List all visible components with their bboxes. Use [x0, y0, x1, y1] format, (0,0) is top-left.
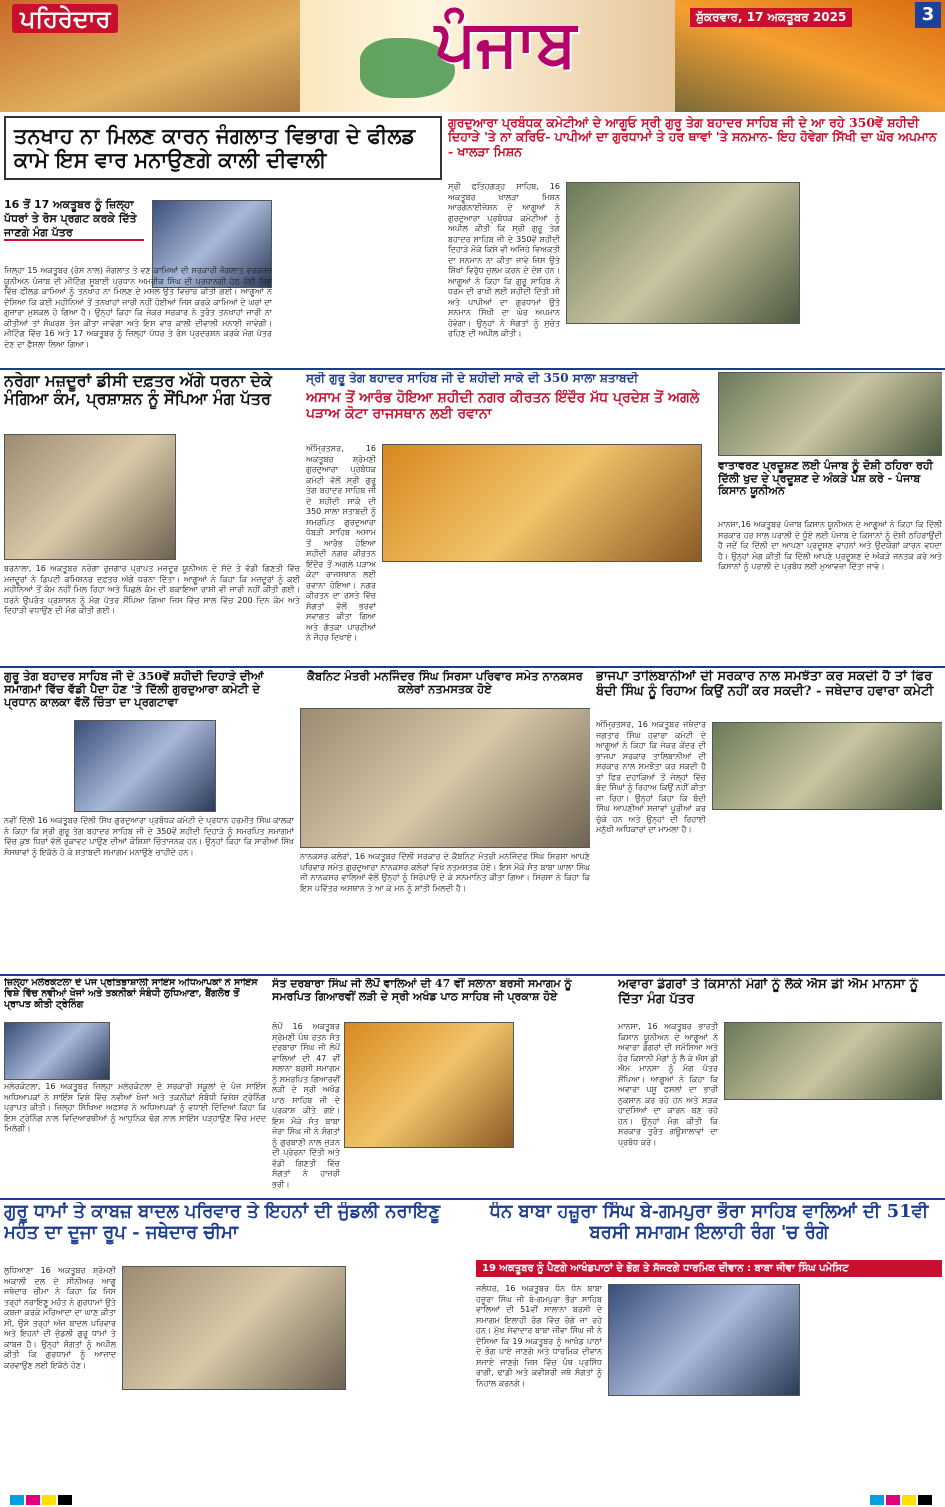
story-photo [712, 722, 942, 810]
story-headline: ਗੁਰੂ ਤੇਗ ਬਹਾਦਰ ਸਾਹਿਬ ਜੀ ਦੇ 350ਵੇਂ ਸ਼ਹੀਦੀ ਦਿਹਾੜੇ ਦੀਆਂ ਸਮਾਗਮਾਂ ਵਿੱਚ ਵੱਡੀ ਪੈਦਾ ਹੋਣ 'ਤੇ ਦਿੱਲੀ ਗੁਰਦੁਆਰਾ ਕਮੇਟੀ ਦੇ ਪ੍ਰਧਾਨ ਕਾਲਕਾ ਵੱਲੋਂ ਚਿੰਤਾ ਦਾ ਪ੍ਰਗਟਾਵਾ [4, 670, 264, 710]
story-photo [4, 434, 176, 560]
newspaper-brand: ਪਹਿਰੇਦਾਰ [12, 4, 118, 33]
registration-mark [58, 1495, 72, 1505]
story-photo [122, 1266, 346, 1390]
dateline: ਸ਼ੁੱਕਰਵਾਰ, 17 ਅਕਤੂਬਰ 2025 [690, 8, 852, 27]
registration-mark [886, 1495, 900, 1505]
registration-mark [902, 1495, 916, 1505]
story-headline: ਸੰਤ ਦਰਬਾਰਾ ਸਿੰਘ ਜੀ ਲੋਪੋਂ ਵਾਲਿਆਂ ਦੀ 47 ਵੀਂ ਸਲਾਨਾ ਬਰਸੀ ਸਮਾਗਮ ਨੂੰ ਸਮਰਪਿਤ ਗਿਆਰਵੀਂ ਲੜੀ ਦੇ ਸ੍ਰੀ ਅਖੰਡ ਪਾਠ ਸਾਹਿਬ ਜੀ ਪ੍ਰਕਾਸ਼ ਹੋਏ [272, 978, 572, 1003]
story-stray-cattle [618, 978, 942, 1194]
story-headline: ਅਵਾਰਾ ਡੰਗਰਾਂ ਤੇ ਕਿਸਾਨੀ ਮੰਗਾਂ ਨੂੰ ਲੈਕੇ ਐਸ ਡੀ ਐਮ ਮਾਨਸਾ ਨੂੰ ਦਿੱਤਾ ਮੰਗ ਪੱਤਰ [618, 978, 919, 1007]
registration-mark [42, 1495, 56, 1505]
story-baba-hazura-singh [476, 1202, 942, 1492]
story-headline: ਤਨਖਾਹ ਨਾ ਮਿਲਣ ਕਾਰਨ ਜੰਗਲਾਤ ਵਿਭਾਗ ਦੇ ਫੀਲਡ ਕਾਮੇ ਇਸ ਵਾਰ ਮਨਾਉਣਗੇ ਕਾਲੀ ਦੀਵਾਲੀ [4, 116, 442, 180]
story-headline: ਗੁਰੂ ਧਾਮਾਂ ਤੇ ਕਾਬਜ਼ ਬਾਦਲ ਪਰਿਵਾਰ ਤੇ ਇਹਨਾਂ ਦੀ ਜੁੰਡਲੀ ਨਰਾਇਣੂ ਮਹੰਤ ਦਾ ਦੂਜਾ ਰੂਪ - ਜਥੇਦਾਰ ਚੀਮਾ [4, 1202, 441, 1243]
story-subhead: 16 ਤੋਂ 17 ਅਕਤੂਬਰ ਨੂੰ ਜ਼ਿਲ੍ਹਾ ਪੱਧਰਾਂ ਤੇ ਰੋਸ ਪ੍ਰਗਟ ਕਰਕੇ ਦਿੱਤੇ ਜਾਣਗੇ ਮੰਗ ਪੱਤਰ [4, 198, 144, 241]
story-hawara-committee [596, 670, 942, 970]
story-body-continued [276, 200, 442, 366]
story-nagar-kirtan [306, 372, 712, 662]
story-body: ਜਲੰਧਰ, 16 ਅਕਤੂਬਰ ਧੰਨ ਧੰਨ ਬਾਬਾ ਹਜ਼ੂਰਾ ਸਿੰਘ ਜੀ ਬੇ-ਗਮਪੁਰਾ ਭੌਰਾ ਸਾਹਿਬ ਵਾਲਿਆਂ ਦੀ 51ਵੀਂ ਸਾਲਾਨਾ ਬਰਸੀ ਦੇ ਸਮਾਗਮ ਇਲਾਹੀ ਰੰਗ ਵਿੱਚ ਰੰਗੇ ਜਾ ਰਹੇ ਹਨ। ਮੁੱਖ ਸੇਵਾਦਾਰ ਬਾਬਾ ਜੀਵਾ ਸਿੰਘ ਜੀ ਨੇ ਦੱਸਿਆ ਕਿ 19 ਅਕਤੂਬਰ ਨੂੰ ਆਖੰਡ ਪਾਠਾਂ ਦੇ ਭੋਗ ਪਾਏ ਜਾਣਗੇ ਅਤੇ ਧਾਰਮਿਕ ਦੀਵਾਨ ਸਜਾਏ ਜਾਣਗੇ ਜਿਸ ਵਿੱਚ ਪੰਥ ਪ੍ਰਸਿੱਧ ਰਾਗੀ, ਢਾਡੀ ਅਤੇ ਕਵੀਸ਼ਰੀ ਜਥੇ ਸੰਗਤਾਂ ਨੂੰ ਨਿਹਾਲ ਕਰਨਗੇ। [476, 1284, 602, 1388]
story-body: ਮਾਨਸਾ, 16 ਅਕਤੂਬਰ ਭਾਰਤੀ ਕਿਸਾਨ ਯੂਨੀਅਨ ਦੇ ਆਗੂਆਂ ਨੇ ਅਵਾਰਾ ਡੰਗਰਾਂ ਦੀ ਸਮੱਸਿਆ ਅਤੇ ਹੋਰ ਕਿਸਾਨੀ ਮੰਗਾਂ ਨੂੰ ਲੈ ਕੇ ਐਸ ਡੀ ਐਮ ਮਾਨਸਾ ਨੂੰ ਮੰਗ ਪੱਤਰ ਸੌਂਪਿਆ। ਆਗੂਆਂ ਨੇ ਕਿਹਾ ਕਿ ਅਵਾਰਾ ਪਸ਼ੂ ਫਸਲਾਂ ਦਾ ਭਾਰੀ ਨੁਕਸਾਨ ਕਰ ਰਹੇ ਹਨ ਅਤੇ ਸੜਕ ਹਾਦਸਿਆਂ ਦਾ ਕਾਰਨ ਬਣ ਰਹੇ ਹਨ। ਉਨ੍ਹਾਂ ਮੰਗ ਕੀਤੀ ਕਿ ਸਰਕਾਰ ਤੁਰੰਤ ਗਊਸ਼ਾਲਾਵਾਂ ਦਾ ਪ੍ਰਬੰਧ ਕਰੇ। [618, 1022, 718, 1147]
story-headline: ਵਾਤਾਵਰਣ ਪ੍ਰਦੂਸ਼ਣ ਲਈ ਪੰਜਾਬ ਨੂੰ ਦੋਸ਼ੀ ਠਹਿਰਾ ਰਹੀ ਦਿੱਲੀ ਖੁਦ ਦੇ ਪ੍ਰਦੂਸ਼ਣ ਦੇ ਅੰਕੜੇ ਪੇਸ਼ ਕਰੇ - ਪੰਜਾਬ ਕਿਸਾਨ ਯੂਨੀਅਨ [718, 459, 933, 498]
story-headline: ਨਰੇਗਾ ਮਜ਼ਦੂਰਾਂ ਡੀਸੀ ਦਫ਼ਤਰ ਅੱਗੇ ਧਰਨਾ ਦੇਕੇ ਮੰਗਿਆ ਕੰਮ, ਪ੍ਰਸ਼ਾਸ਼ਨ ਨੂੰ ਸੌਂਪਿਆ ਮੰਗ ਪੱਤਰ [4, 372, 272, 409]
story-body: ਅੰਮ੍ਰਿਤਸਰ, 16 ਅਕਤੂਬਰ ਸ਼੍ਰੋਮਣੀ ਗੁਰਦੁਆਰਾ ਪ੍ਰਬੰਧਕ ਕਮੇਟੀ ਵੱਲੋਂ ਸ੍ਰੀ ਗੁਰੂ ਤੇਗ ਬਹਾਦਰ ਸਾਹਿਬ ਜੀ ਦੇ ਸ਼ਹੀਦੀ ਸਾਕੇ ਦੀ 350 ਸਾਲਾ ਸ਼ਤਾਬਦੀ ਨੂੰ ਸਮਰਪਿਤ ਗੁਰਦੁਆਰਾ ਧੋਬੜੀ ਸਾਹਿਬ ਅਸਾਮ ਤੋਂ ਆਰੰਭ ਹੋਇਆ ਸ਼ਹੀਦੀ ਨਗਰ ਕੀਰਤਨ ਇੰਦੌਰ ਤੋਂ ਅਗਲੇ ਪੜਾਅ ਕੋਟਾ ਰਾਜਸਥਾਨ ਲਈ ਰਵਾਨਾ ਹੋਇਆ। ਨਗਰ ਕੀਰਤਨ ਦਾ ਰਸਤੇ ਵਿੱਚ ਸੰਗਤਾਂ ਵੱਲੋਂ ਭਰਵਾਂ ਸਵਾਗਤ ਕੀਤਾ ਗਿਆ ਅਤੇ ਗੱਤਕਾ ਪਾਰਟੀਆਂ ਨੇ ਜੌਹਰ ਦਿਖਾਏ। [306, 444, 376, 642]
story-headline: ਭਾਜਪਾ ਤਾਲਿਬਾਨੀਆਂ ਦੀ ਸਰਕਾਰ ਨਾਲ ਸਮਝੌਤਾ ਕਰ ਸਕਦੀ ਹੈ ਤਾਂ ਫਿਰ ਬੰਦੀ ਸਿੰਘ ਨੂੰ ਰਿਹਾਅ ਕਿਉਂ ਨਹੀਂ ਕਰ ਸਕਦੀ? - ਜਥੇਦਾਰ ਹਵਾਰਾ ਕਮੇਟੀ [596, 670, 934, 699]
story-jangalat [4, 116, 442, 366]
story-headline: ਕੈਬਨਿਟ ਮੰਤਰੀ ਮਨਜਿੰਦਰ ਸਿੰਘ ਸਿਰਸਾ ਪਰਿਵਾਰ ਸਮੇਤ ਨਾਨਕਸਰ ਕਲੇਰਾਂ ਨਤਮਸਤਕ ਹੋਏ [307, 670, 583, 697]
story-headline: ਧੰਨ ਬਾਬਾ ਹਜ਼ੂਰਾ ਸਿੰਘ ਬੇ-ਗਮਪੁਰਾ ਭੌਰਾ ਸਾਹਿਬ ਵਾਲਿਆਂ ਦੀ 51ਵੀ ਬਰਸੀ ਸਮਾਗਮ ਇਲਾਹੀ ਰੰਗ 'ਚ ਰੰਗੇ [489, 1202, 929, 1243]
registration-mark [870, 1495, 884, 1505]
story-photo [344, 1022, 514, 1148]
page-number: 3 [915, 2, 941, 28]
story-body: ਲੁਧਿਆਣਾ 16 ਅਕਤੂਬਰ ਸ਼੍ਰੋਮਣੀ ਅਕਾਲੀ ਦਲ ਦੇ ਸੀਨੀਅਰ ਆਗੂ ਜਥੇਦਾਰ ਚੀਮਾ ਨੇ ਕਿਹਾ ਕਿ ਜਿਸ ਤਰ੍ਹਾਂ ਨਰਾਇਣੂ ਮਹੰਤ ਨੇ ਗੁਰਧਾਮਾਂ ਉਤੇ ਕਬਜ਼ਾ ਕਰਕੇ ਮਰਿਆਦਾ ਦਾ ਘਾਣ ਕੀਤਾ ਸੀ, ਉਸੇ ਤਰ੍ਹਾਂ ਅੱਜ ਬਾਦਲ ਪਰਿਵਾਰ ਅਤੇ ਇਹਨਾਂ ਦੀ ਜੁੰਡਲੀ ਗੁਰੂ ਧਾਮਾਂ ਤੇ ਕਾਬਜ਼ ਹੈ। ਉਨ੍ਹਾਂ ਸੰਗਤਾਂ ਨੂੰ ਅਪੀਲ ਕੀਤੀ ਕਿ ਗੁਰਧਾਮਾਂ ਨੂੰ ਆਜ਼ਾਦ ਕਰਵਾਉਣ ਲਈ ਇਕੱਠੇ ਹੋਣ। [4, 1266, 116, 1370]
story-narega [4, 372, 300, 662]
story-photo [4, 1022, 110, 1080]
registration-mark [918, 1495, 932, 1505]
story-headline: ਜ਼ਿਲ੍ਹਾ ਮਲੇਰਕੋਟਲਾ ਦੇ ਪੰਜ ਪ੍ਰਤਿਭਾਸ਼ਾਲੀ ਸਾਇੰਸ ਅਧਿਆਪਕਾਂ ਨੇ ਸਾਇੰਸ ਵਿਸ਼ੇ ਵਿੱਚ ਨਵੀਆਂ ਖੋਜਾਂ ਅਤੇ ਤਕਨੀਕਾਂ ਸੰਬੰਧੀ ਲੁਧਿਆਣਾ, ਬੈਂਗਲੋਰ ਤੋਂ ਪ੍ਰਾਪਤ ਕੀਤੀ ਟ੍ਰੇਨਿੰਗ [4, 978, 258, 1010]
section-rule [0, 1198, 945, 1200]
story-body: ਨਵੀਂ ਦਿੱਲੀ 16 ਅਕਤੂਬਰ ਦਿੱਲੀ ਸਿੱਖ ਗੁਰਦੁਆਰਾ ਪ੍ਰਬੰਧਕ ਕਮੇਟੀ ਦੇ ਪ੍ਰਧਾਨ ਹਰਮੀਤ ਸਿੰਘ ਕਾਲਕਾ ਨੇ ਕਿਹਾ ਕਿ ਸ੍ਰੀ ਗੁਰੂ ਤੇਗ ਬਹਾਦਰ ਸਾਹਿਬ ਜੀ ਦੇ 350ਵੇਂ ਸ਼ਹੀਦੀ ਦਿਹਾੜੇ ਨੂੰ ਸਮਰਪਿਤ ਸਮਾਗਮਾਂ ਵਿੱਚ ਕੁਝ ਧਿਰਾਂ ਵੱਲੋਂ ਰੁਕਾਵਟ ਪਾਉਣ ਦੀਆਂ ਕੋਸ਼ਿਸ਼ਾਂ ਚਿੰਤਾਜਨਕ ਹਨ। ਉਨ੍ਹਾਂ ਕਿਹਾ ਕਿ ਸਾਰੀਆਂ ਸਿੱਖ ਸੰਸਥਾਵਾਂ ਨੂੰ ਇਕੱਠੇ ਹੋ ਕੇ ਸ਼ਤਾਬਦੀ ਸਮਾਗਮ ਮਨਾਉਣੇ ਚਾਹੀਦੇ ਹਨ। [4, 816, 294, 857]
story-headline: ਅਸਾਮ ਤੋਂ ਆਰੰਭ ਹੋਇਆ ਸ਼ਹੀਦੀ ਨਗਰ ਕੀਰਤਨ ਇੰਦੌਰ ਮੱਧ ਪ੍ਰਦੇਸ਼ ਤੋਂ ਅਗਲੇ ਪੜਾਅ ਕੋਟਾ ਰਾਜਸਥਾਨ ਲਈ ਰਵਾਨਾ [306, 389, 700, 422]
registration-mark [26, 1495, 40, 1505]
story-body: ਜ਼ਿਲ੍ਹਾ 15 ਅਕਤੂਬਰ (ਰੋਸ ਨਾਲ) ਜੰਗਲਾਤ ਤੇ ਵਣ ਕਾਮਿਆਂ ਦੀ ਸਰਕਾਰੀ ਜੰਗਲਾਤ ਵਰਕਰਜ਼ ਯੂਨੀਅਨ ਪੰਜਾਬ ਦੀ ਮੀਟਿੰਗ ਸੂਬਾਈ ਪ੍ਰਧਾਨ ਅਮਰੀਕ ਸਿੰਘ ਦੀ ਪ੍ਰਧਾਨਗੀ ਹੇਠ ਹੋਈ ਜਿਸ ਵਿੱਚ ਫੀਲਡ ਕਾਮਿਆਂ ਨੂੰ ਤਨਖਾਹ ਨਾ ਮਿਲਣ ਦੇ ਮਸਲੇ ਉਤੇ ਵਿਚਾਰ ਕੀਤੀ ਗਈ। ਆਗੂਆਂ ਨੇ ਦੱਸਿਆ ਕਿ ਕਈ ਮਹੀਨਿਆਂ ਤੋਂ ਤਨਖਾਹਾਂ ਜਾਰੀ ਨਹੀਂ ਹੋਈਆਂ ਜਿਸ ਕਰਕੇ ਕਾਮਿਆਂ ਦੇ ਘਰਾਂ ਦਾ ਗੁਜ਼ਾਰਾ ਮੁਸ਼ਕਲ ਹੋ ਗਿਆ ਹੈ। ਉਨ੍ਹਾਂ ਕਿਹਾ ਕਿ ਜੇਕਰ ਸਰਕਾਰ ਨੇ ਤੁਰੰਤ ਤਨਖਾਹਾਂ ਜਾਰੀ ਨਾ ਕੀਤੀਆਂ ਤਾਂ ਸੰਘਰਸ਼ ਤੇਜ਼ ਕੀਤਾ ਜਾਵੇਗਾ ਅਤੇ ਇਸ ਵਾਰ ਕਾਲੀ ਦੀਵਾਲੀ ਮਨਾਈ ਜਾਵੇਗੀ। ਮੀਟਿੰਗ ਵਿੱਚ 16 ਅਤੇ 17 ਅਕਤੂਬਰ ਨੂੰ ਜ਼ਿਲ੍ਹਾ ਪੱਧਰ ਤੇ ਰੋਸ ਪ੍ਰਦਰਸ਼ਨ ਕਰਕੇ ਮੰਗ ਪੱਤਰ ਦੇਣ ਦਾ ਫੈਸਲਾ ਲਿਆ ਗਿਆ। [4, 266, 272, 349]
story-pollution [718, 372, 942, 662]
story-body: ਲੋਪੋਂ 16 ਅਕਤੂਬਰ ਸ੍ਰੋਮਣੀ ਪੰਥ ਰਤਨ ਸੰਤ ਦਰਬਾਰਾ ਸਿੰਘ ਜੀ ਲੋਪੋਂ ਵਾਲਿਆਂ ਦੀ 47 ਵੀਂ ਸਲਾਨਾ ਬਰਸੀ ਸਮਾਗਮ ਨੂੰ ਸਮਰਪਿਤ ਗਿਆਰਵੀਂ ਲੜੀ ਦੇ ਸ੍ਰੀ ਅਖੰਡ ਪਾਠ ਸਾਹਿਬ ਜੀ ਦੇ ਪ੍ਰਕਾਸ਼ ਕੀਤੇ ਗਏ। ਇਸ ਮੌਕੇ ਸੰਤ ਬਾਬਾ ਜੋਰਾ ਸਿੰਘ ਜੀ ਨੇ ਸੰਗਤਾਂ ਨੂੰ ਗੁਰਬਾਣੀ ਨਾਲ ਜੁੜਨ ਦੀ ਪ੍ਰੇਰਨਾ ਦਿੱਤੀ ਅਤੇ ਵੱਡੀ ਗਿਣਤੀ ਵਿੱਚ ਸੰਗਤਾਂ ਨੇ ਹਾਜ਼ਰੀ ਭਰੀ। [272, 1022, 340, 1189]
story-body: ਅੰਮ੍ਰਿਤਸਰ, 16 ਅਕਤੂਬਰ ਜਥੇਦਾਰ ਜਗਤਾਰ ਸਿੰਘ ਹਵਾਰਾ ਕਮੇਟੀ ਦੇ ਆਗੂਆਂ ਨੇ ਕਿਹਾ ਕਿ ਜੇਕਰ ਕੇਂਦਰ ਦੀ ਭਾਜਪਾ ਸਰਕਾਰ ਤਾਲਿਬਾਨੀਆਂ ਦੀ ਸਰਕਾਰ ਨਾਲ ਸਮਝੌਤਾ ਕਰ ਸਕਦੀ ਹੈ ਤਾਂ ਫਿਰ ਦਹਾਕਿਆਂ ਤੋਂ ਜੇਲ੍ਹਾਂ ਵਿੱਚ ਬੰਦ ਸਿੰਘਾਂ ਨੂੰ ਰਿਹਾਅ ਕਿਉਂ ਨਹੀਂ ਕੀਤਾ ਜਾ ਰਿਹਾ। ਉਨ੍ਹਾਂ ਕਿਹਾ ਕਿ ਬੰਦੀ ਸਿੰਘ ਆਪਣੀਆਂ ਸਜ਼ਾਵਾਂ ਪੂਰੀਆਂ ਕਰ ਚੁੱਕੇ ਹਨ ਅਤੇ ਉਨ੍ਹਾਂ ਦੀ ਰਿਹਾਈ ਮਨੁੱਖੀ ਅਧਿਕਾਰਾਂ ਦਾ ਮਾਮਲਾ ਹੈ। [596, 720, 706, 834]
section-rule [0, 368, 945, 370]
story-photo [608, 1284, 800, 1396]
story-body: ਮਾਨਸਾ,16 ਅਕਤੂਬਰ ਪੰਜਾਬ ਕਿਸਾਨ ਯੂਨੀਅਨ ਦੇ ਆਗੂਆਂ ਨੇ ਕਿਹਾ ਕਿ ਦਿੱਲੀ ਸਰਕਾਰ ਹਰ ਸਾਲ ਪਰਾਲੀ ਦੇ ਧੂੰਏ ਲਈ ਪੰਜਾਬ ਦੇ ਕਿਸਾਨਾਂ ਨੂੰ ਦੋਸ਼ੀ ਠਹਿਰਾਉਂਦੀ ਹੈ ਜਦੋਂ ਕਿ ਦਿੱਲੀ ਦਾ ਆਪਣਾ ਪ੍ਰਦੂਸ਼ਣ ਵਾਹਨਾਂ ਅਤੇ ਉਦਯੋਗਾਂ ਕਾਰਨ ਵਧਦਾ ਹੈ। ਉਨ੍ਹਾਂ ਮੰਗ ਕੀਤੀ ਕਿ ਦਿੱਲੀ ਆਪਣੇ ਪ੍ਰਦੂਸ਼ਣ ਦੇ ਅੰਕੜੇ ਜਨਤਕ ਕਰੇ ਅਤੇ ਕਿਸਾਨਾਂ ਨੂੰ ਪਰਾਲੀ ਦੇ ਪ੍ਰਬੰਧ ਲਈ ਮੁਆਵਜ਼ਾ ਦਿੱਤਾ ਜਾਵੇ। [718, 520, 942, 571]
story-body: ਮਲੇਰਕੋਟਲਾ, 16 ਅਕਤੂਬਰ ਜ਼ਿਲ੍ਹਾ ਮਲੇਰਕੋਟਲਾ ਦੇ ਸਰਕਾਰੀ ਸਕੂਲਾਂ ਦੇ ਪੰਜ ਸਾਇੰਸ ਅਧਿਆਪਕਾਂ ਨੇ ਸਾਇੰਸ ਵਿਸ਼ੇ ਵਿੱਚ ਨਵੀਆਂ ਖੋਜਾਂ ਅਤੇ ਤਕਨੀਕਾਂ ਸੰਬੰਧੀ ਵਿਸ਼ੇਸ਼ ਟ੍ਰੇਨਿੰਗ ਪ੍ਰਾਪਤ ਕੀਤੀ। ਜ਼ਿਲ੍ਹਾ ਸਿੱਖਿਆ ਅਫ਼ਸਰ ਨੇ ਅਧਿਆਪਕਾਂ ਨੂੰ ਵਧਾਈ ਦਿੰਦਿਆਂ ਕਿਹਾ ਕਿ ਇਸ ਟ੍ਰੇਨਿੰਗ ਨਾਲ ਵਿਦਿਆਰਥੀਆਂ ਨੂੰ ਆਧੁਨਿਕ ਢੰਗ ਨਾਲ ਸਾਇੰਸ ਪੜ੍ਹਾਉਣ ਵਿੱਚ ਮਦਦ ਮਿਲੇਗੀ। [4, 1082, 266, 1133]
story-cheema [4, 1202, 470, 1492]
story-photo [724, 1022, 942, 1100]
story-body: ਬਰਨਾਲਾ, 16 ਅਕਤੂਬਰ ਨਰੇਗਾ ਰੁਜ਼ਗਾਰ ਪ੍ਰਾਪਤ ਮਜ਼ਦੂਰ ਯੂਨੀਅਨ ਦੇ ਸੱਦੇ ਤੇ ਵੱਡੀ ਗਿਣਤੀ ਵਿੱਚ ਮਜ਼ਦੂਰਾਂ ਨੇ ਡਿਪਟੀ ਕਮਿਸ਼ਨਰ ਦਫ਼ਤਰ ਅੱਗੇ ਧਰਨਾ ਦਿੱਤਾ। ਆਗੂਆਂ ਨੇ ਕਿਹਾ ਕਿ ਮਜ਼ਦੂਰਾਂ ਨੂੰ ਕਈ ਮਹੀਨਿਆਂ ਤੋਂ ਕੰਮ ਨਹੀਂ ਮਿਲ ਰਿਹਾ ਅਤੇ ਪਿਛਲੇ ਕੰਮ ਦੀ ਬਕਾਇਆ ਰਾਸ਼ੀ ਵੀ ਜਾਰੀ ਨਹੀਂ ਕੀਤੀ ਗਈ। ਧਰਨੇ ਉਪਰੰਤ ਪ੍ਰਸ਼ਾਸ਼ਨ ਨੂੰ ਮੰਗ ਪੱਤਰ ਸੌਂਪਿਆ ਗਿਆ ਜਿਸ ਵਿੱਚ ਸਾਲ ਵਿੱਚ 200 ਦਿਨ ਕੰਮ ਅਤੇ ਦਿਹਾੜੀ ਵਧਾਉਣ ਦੀ ਮੰਗ ਕੀਤੀ ਗਈ। [4, 564, 300, 615]
masthead [0, 0, 945, 112]
section-rule [0, 974, 945, 976]
story-photo [382, 444, 702, 562]
story-science-teachers [4, 978, 266, 1194]
section-title: ਪੰਜਾਬ [435, 6, 577, 81]
story-khalra-mission [448, 116, 942, 366]
story-banner: 19 ਅਕਤੂਬਰ ਨੂੰ ਪੈਣਗੇ ਆਖੰਡਪਾਠਾਂ ਦੇ ਭੋਗ ਤੇ ਸੱਜਣਗੇ ਧਾਰਮਿਕ ਦੀਵਾਨ : ਬਾਬਾ ਜੀਵਾ ਸਿੰਘ ਪਮੇਸਿਟ [476, 1260, 942, 1277]
story-headline: ਗੁਰਦੁਆਰਾ ਪ੍ਰਬੰਧਕ ਕਮੇਟੀਆਂ ਦੇ ਆਗੂਓ ਸ੍ਰੀ ਗੁਰੂ ਤੇਗ ਬਹਾਦਰ ਸਾਹਿਬ ਜੀ ਦੇ ਆ ਰਹੇ 350ਵੇਂ ਸ਼ਹੀਦੀ ਦਿਹਾੜੇ 'ਤੇ ਨਾ ਕਰਿਓ- ਪਾਪੀਆਂ ਦਾ ਗੁਰਧਾਮਾਂ ਤੇ ਹਰ ਥਾਵਾਂ 'ਤੇ ਸਨਮਾਨ- ਇਹ ਹੋਵੇਗਾ ਸਿੱਖੀ ਦਾ ਘੋਰ ਅਪਮਾਨ - ਖਾਲੜਾ ਮਿਸ਼ਨ [448, 116, 937, 159]
story-photo [300, 708, 590, 848]
registration-mark [10, 1495, 24, 1505]
story-body: ਸ੍ਰੀ ਫਤਿਹਗੜ੍ਹ ਸਾਹਿਬ, 16 ਅਕਤੂਬਰ ਖਾਲੜਾ ਮਿਸ਼ਨ ਆਰਗੇਨਾਈਜੇਸ਼ਨ ਦੇ ਆਗੂਆਂ ਨੇ ਗੁਰਦੁਆਰਾ ਪ੍ਰਬੰਧਕ ਕਮੇਟੀਆਂ ਨੂੰ ਅਪੀਲ ਕੀਤੀ ਕਿ ਸ੍ਰੀ ਗੁਰੂ ਤੇਗ ਬਹਾਦਰ ਸਾਹਿਬ ਜੀ ਦੇ 350ਵੇਂ ਸ਼ਹੀਦੀ ਦਿਹਾੜੇ ਮੌਕੇ ਕਿਸੇ ਵੀ ਅਜਿਹੇ ਵਿਅਕਤੀ ਦਾ ਸਨਮਾਨ ਨਾ ਕੀਤਾ ਜਾਵੇ ਜਿਸ ਉਤੇ ਸਿੱਖਾਂ ਵਿਰੁੱਧ ਜ਼ੁਲਮ ਕਰਨ ਦੇ ਦੋਸ਼ ਹਨ। ਆਗੂਆਂ ਨੇ ਕਿਹਾ ਕਿ ਗੁਰੂ ਸਾਹਿਬ ਨੇ ਧਰਮ ਦੀ ਰਾਖੀ ਲਈ ਸ਼ਹੀਦੀ ਦਿੱਤੀ ਸੀ ਅਤੇ ਪਾਪੀਆਂ ਦਾ ਗੁਰਧਾਮਾਂ ਉਤੇ ਸਨਮਾਨ ਸਿੱਖੀ ਦਾ ਘੋਰ ਅਪਮਾਨ ਹੋਵੇਗਾ। ਉਨ੍ਹਾਂ ਨੇ ਸੰਗਤਾਂ ਨੂੰ ਸੁਚੇਤ ਰਹਿਣ ਦੀ ਅਪੀਲ ਕੀਤੀ। [448, 182, 560, 338]
story-kalka [4, 670, 294, 970]
section-rule [0, 666, 945, 668]
story-photo [718, 372, 942, 456]
story-photo [566, 182, 800, 324]
story-photo [74, 720, 216, 812]
story-kicker: ਸ੍ਰੀ ਗੁਰੂ ਤੇਗ ਬਹਾਦਰ ਸਾਹਿਬ ਜੀ ਦੇ ਸ਼ਹੀਦੀ ਸਾਕੇ ਦੀ 350 ਸਾਲਾ ਸ਼ਤਾਬਦੀ [306, 372, 639, 385]
story-sirsa [300, 670, 590, 970]
story-body: ਨਾਨਕਸਰ ਕਲੇਰਾਂ, 16 ਅਕਤੂਬਰ ਦਿੱਲੀ ਸਰਕਾਰ ਦੇ ਕੈਬਨਿਟ ਮੰਤਰੀ ਮਨਜਿੰਦਰ ਸਿੰਘ ਸਿਰਸਾ ਆਪਣੇ ਪਰਿਵਾਰ ਸਮੇਤ ਗੁਰਦੁਆਰਾ ਨਾਨਕਸਰ ਕਲੇਰਾਂ ਵਿਖੇ ਨਤਮਸਤਕ ਹੋਏ। ਇਸ ਮੌਕੇ ਸੰਤ ਬਾਬਾ ਘਾਲਾ ਸਿੰਘ ਜੀ ਨਾਨਕਸਰ ਵਾਲਿਆਂ ਵੱਲੋਂ ਉਨ੍ਹਾਂ ਨੂੰ ਸਿਰੋਪਾਓ ਦੇ ਕੇ ਸਨਮਾਨਿਤ ਕੀਤਾ ਗਿਆ। ਸਿਰਸਾ ਨੇ ਕਿਹਾ ਕਿ ਇਸ ਪਵਿੱਤਰ ਅਸਥਾਨ ਤੇ ਆ ਕੇ ਮਨ ਨੂੰ ਸ਼ਾਂਤੀ ਮਿਲਦੀ ਹੈ। [300, 852, 590, 893]
story-sant-darbara-singh [272, 978, 612, 1194]
